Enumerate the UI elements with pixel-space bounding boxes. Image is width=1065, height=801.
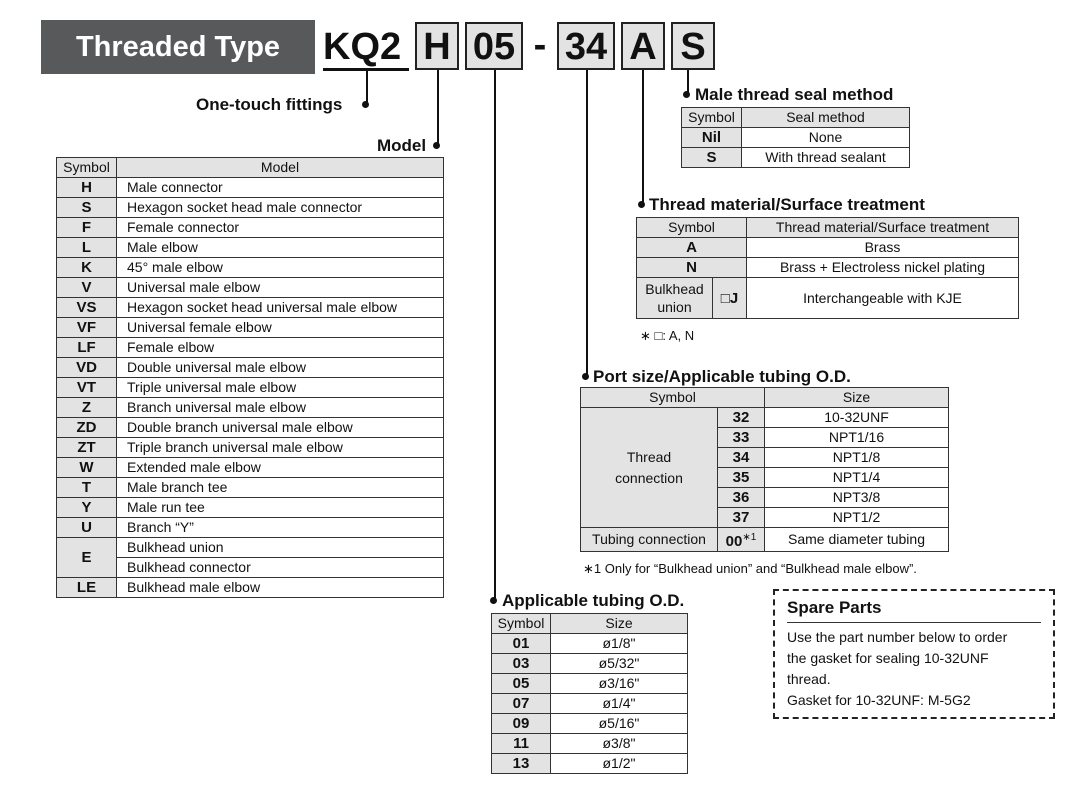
footnote-marker: ∗1 [742, 532, 757, 543]
table-row [492, 754, 688, 774]
table-row [57, 378, 444, 398]
code-model-box: H [415, 22, 459, 70]
material-name-cell: Interchangeable with KJE [747, 278, 1019, 319]
symbol-cell: VS [57, 298, 117, 318]
material-label: Thread material/Surface treatment [649, 195, 925, 214]
model-name-cell: Male connector [117, 178, 444, 198]
model-name-cell: Male branch tee [117, 478, 444, 498]
symbol-cell [718, 528, 765, 552]
port-size-cell: NPT1/16 [765, 428, 949, 448]
symbol-cell: V [57, 278, 117, 298]
model-name-cell: Triple universal male elbow [117, 378, 444, 398]
table-row [492, 734, 688, 754]
code-dash: - [533, 24, 547, 66]
code-tubing-box: 05 [465, 22, 523, 70]
table-row [57, 518, 444, 538]
symbol-cell: LF [57, 338, 117, 358]
tubing-size-cell: ø5/16" [551, 714, 688, 734]
model-name-cell: Double universal male elbow [117, 358, 444, 378]
symbol-cell: 34 [718, 448, 765, 468]
table-row [57, 238, 444, 258]
table-row [57, 538, 444, 558]
symbol-cell: F [57, 218, 117, 238]
table-row [57, 258, 444, 278]
column-header: Size [551, 614, 688, 634]
symbol-cell: N [637, 258, 747, 278]
symbol-cell: ZD [57, 418, 117, 438]
code-prefix: KQ2 [323, 26, 402, 68]
symbol-cell: U [57, 518, 117, 538]
column-header: Symbol [682, 108, 742, 128]
symbol-cell: A [637, 238, 747, 258]
symbol-cell: E [57, 538, 117, 578]
table-header-row [492, 614, 688, 634]
model-name-cell: Extended male elbow [117, 458, 444, 478]
model-name-cell: Double branch universal male elbow [117, 418, 444, 438]
table-row [57, 278, 444, 298]
tubing-connection-symbol: 00 [725, 533, 743, 550]
table-row [682, 148, 910, 168]
table-row [492, 714, 688, 734]
model-table [56, 157, 444, 598]
column-header: Thread material/Surface treatment [747, 218, 1019, 238]
table-row [637, 278, 1019, 319]
spare-parts-line: thread. [787, 671, 831, 687]
connector-line [586, 70, 588, 377]
symbol-cell: T [57, 478, 117, 498]
symbol-cell: 33 [718, 428, 765, 448]
model-name-cell: Branch “Y” [117, 518, 444, 538]
table-header-row [637, 218, 1019, 238]
symbol-cell: W [57, 458, 117, 478]
table-row [57, 298, 444, 318]
symbol-cell: Nil [682, 128, 742, 148]
symbol-cell: 03 [492, 654, 551, 674]
port-size-cell: NPT1/4 [765, 468, 949, 488]
spare-parts-line: Use the part number below to order [787, 629, 1008, 645]
symbol-cell: 05 [492, 674, 551, 694]
port-table [580, 387, 949, 552]
tubing-connection-cell: Tubing connection [581, 528, 718, 552]
bulkhead-label-cell: Bulkhead union [637, 278, 713, 319]
symbol-cell: VT [57, 378, 117, 398]
port-size-cell: Same diameter tubing [765, 528, 949, 552]
symbol-cell: ZT [57, 438, 117, 458]
model-name-cell: Hexagon socket head universal male elbow [117, 298, 444, 318]
symbol-cell: 09 [492, 714, 551, 734]
connector-dot [582, 373, 589, 380]
connector-dot [638, 201, 645, 208]
material-note: ∗ □: A, N [640, 328, 695, 343]
column-header: Symbol [637, 218, 747, 238]
symbol-cell: 11 [492, 734, 551, 754]
column-header: Symbol [581, 388, 765, 408]
table-row [57, 318, 444, 338]
model-name-cell: Branch universal male elbow [117, 398, 444, 418]
material-table [636, 217, 1019, 319]
tubing-size-cell: ø5/32" [551, 654, 688, 674]
port-size-cell: NPT1/2 [765, 508, 949, 528]
connector-dot [683, 91, 690, 98]
symbol-cell: Y [57, 498, 117, 518]
symbol-cell: 07 [492, 694, 551, 714]
model-name-cell: Triple branch universal male elbow [117, 438, 444, 458]
table-row [492, 654, 688, 674]
material-name-cell: Brass [747, 238, 1019, 258]
column-header: Model [117, 158, 444, 178]
symbol-cell: □J [713, 278, 747, 319]
port-label: Port size/Applicable tubing O.D. [593, 367, 851, 386]
column-header: Symbol [57, 158, 117, 178]
table-header-row [57, 158, 444, 178]
table-header-row [581, 388, 949, 408]
table-header-row [682, 108, 910, 128]
port-size-cell: NPT3/8 [765, 488, 949, 508]
tubing-size-cell: ø1/2" [551, 754, 688, 774]
seal-label: Male thread seal method [695, 85, 894, 104]
symbol-cell: LE [57, 578, 117, 598]
model-name-cell: Bulkhead connector [117, 558, 444, 578]
table-row [57, 338, 444, 358]
connector-dot [433, 142, 440, 149]
model-name-cell: Universal female elbow [117, 318, 444, 338]
symbol-cell: S [57, 198, 117, 218]
symbol-cell: 37 [718, 508, 765, 528]
table-row [492, 694, 688, 714]
page-title: Threaded Type [41, 20, 315, 74]
seal-table [681, 107, 910, 168]
seal-name-cell: With thread sealant [742, 148, 910, 168]
spare-parts-title: Spare Parts [787, 597, 1041, 623]
table-row [57, 438, 444, 458]
symbol-cell: 13 [492, 754, 551, 774]
code-material-box: A [621, 22, 665, 70]
port-size-cell: NPT1/8 [765, 448, 949, 468]
model-name-cell: Universal male elbow [117, 278, 444, 298]
code-seal-box: S [671, 22, 715, 70]
symbol-cell: VD [57, 358, 117, 378]
model-name-cell: Bulkhead union [117, 538, 444, 558]
tubing-size-cell: ø3/16" [551, 674, 688, 694]
column-header: Symbol [492, 614, 551, 634]
column-header: Seal method [742, 108, 910, 128]
table-row [57, 218, 444, 238]
table-row [57, 198, 444, 218]
symbol-cell: 35 [718, 468, 765, 488]
connector-dot [490, 597, 497, 604]
port-size-cell: 10-32UNF [765, 408, 949, 428]
table-row [57, 358, 444, 378]
symbol-cell: 01 [492, 634, 551, 654]
thread-connection-cell: Thread connection [581, 408, 718, 528]
table-row [637, 258, 1019, 278]
model-name-cell: Female connector [117, 218, 444, 238]
table-row [581, 528, 949, 552]
symbol-cell: Z [57, 398, 117, 418]
table-row [637, 238, 1019, 258]
column-header: Size [765, 388, 949, 408]
spare-parts-line: the gasket for sealing 10-32UNF [787, 650, 989, 666]
connector-dot [362, 101, 369, 108]
symbol-cell: L [57, 238, 117, 258]
table-row [682, 128, 910, 148]
table-row [57, 478, 444, 498]
table-row [57, 398, 444, 418]
model-name-cell: Male elbow [117, 238, 444, 258]
table-row [57, 498, 444, 518]
connector-line [366, 71, 368, 105]
table-row [57, 178, 444, 198]
port-note: ∗1 Only for “Bulkhead union” and “Bulkhead male elbow”. [583, 561, 917, 576]
table-row [581, 408, 949, 428]
symbol-cell: 32 [718, 408, 765, 428]
table-row [57, 578, 444, 598]
tubing-size-cell: ø3/8" [551, 734, 688, 754]
tubing-size-cell: ø1/8" [551, 634, 688, 654]
model-name-cell: Bulkhead male elbow [117, 578, 444, 598]
model-name-cell: Male run tee [117, 498, 444, 518]
one-touch-label: One-touch fittings [196, 95, 343, 114]
tubing-label: Applicable tubing O.D. [502, 591, 685, 610]
symbol-cell: H [57, 178, 117, 198]
table-row [492, 634, 688, 654]
connector-line [437, 70, 439, 146]
seal-name-cell: None [742, 128, 910, 148]
model-name-cell: Female elbow [117, 338, 444, 358]
table-row [57, 458, 444, 478]
symbol-cell: K [57, 258, 117, 278]
symbol-cell: 36 [718, 488, 765, 508]
spare-parts-line: Gasket for 10-32UNF: M-5G2 [787, 692, 971, 708]
table-row [492, 674, 688, 694]
spare-parts-box [773, 589, 1055, 719]
tubing-table [491, 613, 688, 774]
model-name-cell: Hexagon socket head male connector [117, 198, 444, 218]
table-row [57, 418, 444, 438]
symbol-cell: S [682, 148, 742, 168]
tubing-size-cell: ø1/4" [551, 694, 688, 714]
symbol-cell: VF [57, 318, 117, 338]
material-name-cell: Brass + Electroless nickel plating [747, 258, 1019, 278]
connector-line [642, 70, 644, 205]
code-port-box: 34 [557, 22, 615, 70]
model-label: Model [377, 136, 427, 155]
connector-line [494, 70, 496, 601]
model-name-cell: 45° male elbow [117, 258, 444, 278]
